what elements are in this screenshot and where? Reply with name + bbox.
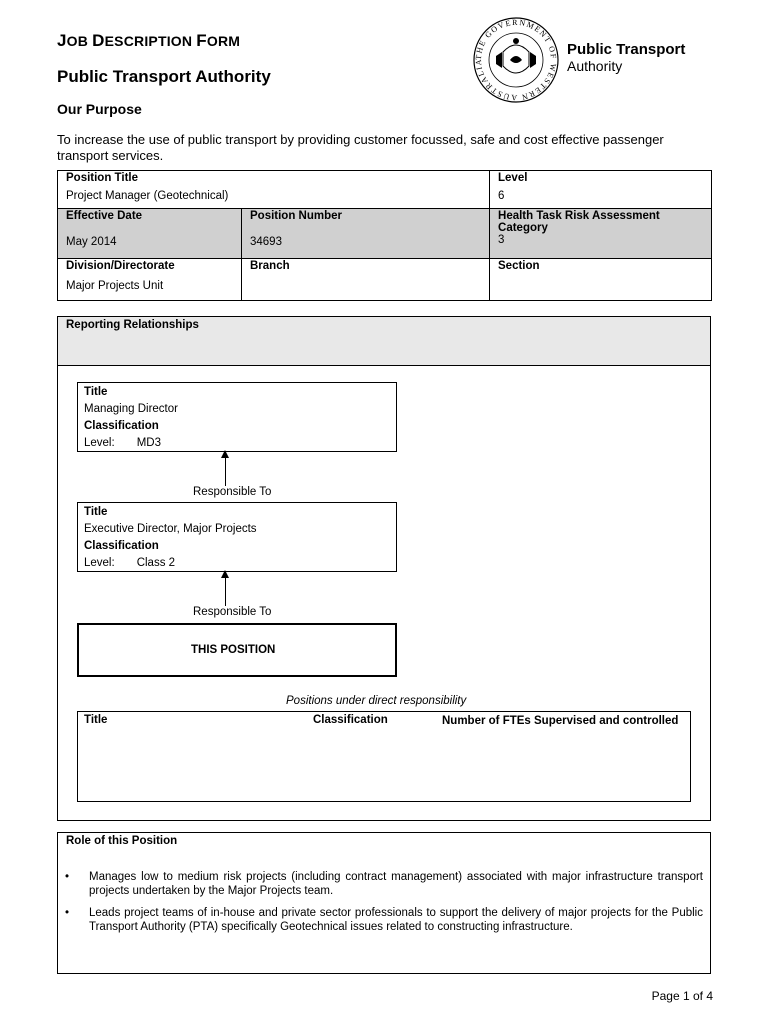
position-details-table bbox=[57, 170, 712, 301]
section-label: Section bbox=[498, 260, 540, 272]
purpose-text: To increase the use of public transport by providing customer focussed, safe and cost effective passenger transport services. bbox=[57, 132, 664, 163]
organisation-title: Public Transport Authority bbox=[57, 67, 271, 86]
brand-name-line2: Authority bbox=[567, 58, 623, 74]
level-value: 6 bbox=[498, 190, 505, 202]
box2-title-label: Title bbox=[84, 506, 108, 518]
position-title-label: Position Title bbox=[66, 172, 138, 184]
division-value: Major Projects Unit bbox=[66, 280, 164, 292]
this-position-box bbox=[77, 623, 397, 677]
health-risk-value: 3 bbox=[498, 234, 505, 246]
role-list bbox=[65, 870, 703, 942]
role-heading: Role of this Position bbox=[66, 835, 178, 847]
box2-level-value: Class 2 bbox=[136, 557, 176, 569]
positions-under-label: Positions under direct responsibility bbox=[286, 695, 467, 707]
arrow-line bbox=[225, 456, 226, 486]
effective-date-label: Effective Date bbox=[66, 210, 143, 222]
position-number-label: Position Number bbox=[250, 210, 343, 222]
branch-label: Branch bbox=[250, 260, 290, 272]
subordinate-positions-table bbox=[77, 711, 691, 802]
effective-date-value: May 2014 bbox=[66, 236, 117, 248]
box1-title-label: Title bbox=[84, 386, 108, 398]
arrow-line bbox=[225, 576, 226, 606]
responsible-to-label-2: Responsible To bbox=[193, 606, 272, 618]
position-title-value: Project Manager (Geotechnical) bbox=[66, 190, 229, 202]
position-title-cell bbox=[58, 171, 490, 209]
purpose-heading: Our Purpose bbox=[57, 101, 142, 117]
box2-title-value: Executive Director, Major Projects bbox=[84, 523, 257, 535]
form-title: JOB DESCRIPTION FORM bbox=[57, 31, 241, 50]
reporting-relationships-header bbox=[57, 316, 711, 366]
col-number-header: Number of FTEs Supervised and controlled bbox=[442, 715, 679, 727]
reporting-relationships-heading: Reporting Relationships bbox=[66, 319, 199, 331]
box1-title-value: Managing Director bbox=[84, 403, 178, 415]
level-label: Level bbox=[498, 172, 528, 184]
government-seal-logo bbox=[466, 16, 566, 104]
health-risk-cell bbox=[490, 209, 712, 259]
brand-name-line1: Public Transport bbox=[567, 41, 686, 58]
box1-level-value: MD3 bbox=[136, 437, 161, 449]
svg-text:THE GOVERNMENT OF WESTERN AUST: THE GOVERNMENT OF WESTERN AUSTRALIA bbox=[473, 17, 559, 103]
health-risk-label: Health Task Risk Assessment Category bbox=[498, 210, 660, 234]
bullet-icon: • bbox=[65, 907, 70, 919]
col-title-header: Title bbox=[84, 714, 108, 726]
this-position-label: THIS POSITION bbox=[191, 644, 276, 656]
division-label: Division/Directorate bbox=[66, 260, 175, 272]
box2-level-label: Level: bbox=[84, 557, 115, 569]
branch-cell bbox=[242, 259, 490, 301]
box1-classification-label: Classification bbox=[84, 420, 159, 432]
responsible-to-label-1: Responsible To bbox=[193, 486, 272, 498]
position-number-value: 34693 bbox=[250, 236, 282, 248]
page-number: Page 1 of 4 bbox=[651, 989, 713, 1003]
box1-level-label: Level: bbox=[84, 437, 115, 449]
list-item: • Leads project teams of in-house and private sector professionals to support the delivery of major projects for the Public Transport Authority (PTA) specifically Geotechnical issues related to constructing infrastructure. bbox=[65, 907, 703, 933]
section-cell bbox=[490, 259, 712, 301]
position-number-cell bbox=[242, 209, 490, 259]
list-item: • Manages low to medium risk projects (including contract management) associated with major infrastructure transport projects undertaken by the Major Projects team. bbox=[65, 871, 703, 897]
managing-director-box bbox=[77, 382, 397, 452]
level-cell bbox=[490, 171, 712, 209]
executive-director-box bbox=[77, 502, 397, 572]
col-classification-header: Classification bbox=[313, 714, 388, 726]
effective-date-cell bbox=[58, 209, 242, 259]
bullet-icon: • bbox=[65, 871, 70, 883]
box2-classification-label: Classification bbox=[84, 540, 159, 552]
division-cell bbox=[58, 259, 242, 301]
